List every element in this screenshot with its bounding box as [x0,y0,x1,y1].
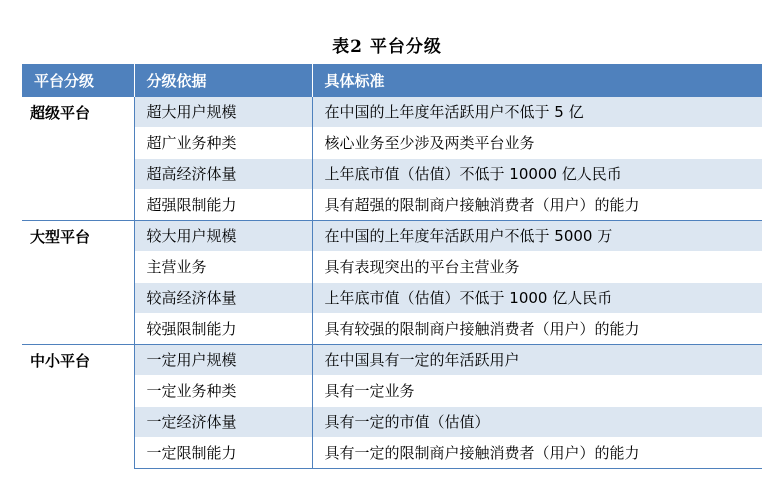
group-name-cell: 大型平台 [22,221,134,345]
basis-cell: 主营业务 [134,252,312,283]
table-row [22,221,762,252]
table-header-row [22,64,762,97]
basis-cell: 超广业务种类 [134,128,312,159]
standard-cell: 具有一定的市值（估值） [312,407,762,438]
table-row [22,345,762,376]
table-caption: 表2 平台分级 [332,37,442,57]
standard-cell: 具有一定业务 [312,376,762,407]
header-platform-grade: 平台分级 [22,64,134,97]
basis-cell: 一定业务种类 [134,376,312,407]
header-specific-standard: 具体标准 [312,64,762,97]
basis-cell: 一定用户规模 [134,345,312,376]
standard-cell: 在中国具有一定的年活跃用户 [312,345,762,376]
standard-cell: 在中国的上年度年活跃用户不低于 5 亿 [312,97,762,128]
platform-grading-table [22,64,762,469]
standard-cell: 在中国的上年度年活跃用户不低于 5000 万 [312,221,762,252]
basis-cell: 较大用户规模 [134,221,312,252]
standard-cell: 具有一定的限制商户接触消费者（用户）的能力 [312,438,762,469]
basis-cell: 一定限制能力 [134,438,312,469]
standard-cell: 具有表现突出的平台主营业务 [312,252,762,283]
table-row [22,97,762,128]
basis-cell: 超强限制能力 [134,190,312,221]
group-name-cell: 中小平台 [22,345,134,469]
basis-cell: 较强限制能力 [134,314,312,345]
basis-cell: 较高经济体量 [134,283,312,314]
standard-cell: 具有超强的限制商户接触消费者（用户）的能力 [312,190,762,221]
basis-cell: 超大用户规模 [134,97,312,128]
group-name-cell: 超级平台 [22,97,134,221]
standard-cell: 具有较强的限制商户接触消费者（用户）的能力 [312,314,762,345]
header-grading-basis: 分级依据 [134,64,312,97]
basis-cell: 一定经济体量 [134,407,312,438]
basis-cell: 超高经济体量 [134,159,312,190]
standard-cell: 核心业务至少涉及两类平台业务 [312,128,762,159]
standard-cell: 上年底市值（估值）不低于 10000 亿人民币 [312,159,762,190]
standard-cell: 上年底市值（估值）不低于 1000 亿人民币 [312,283,762,314]
